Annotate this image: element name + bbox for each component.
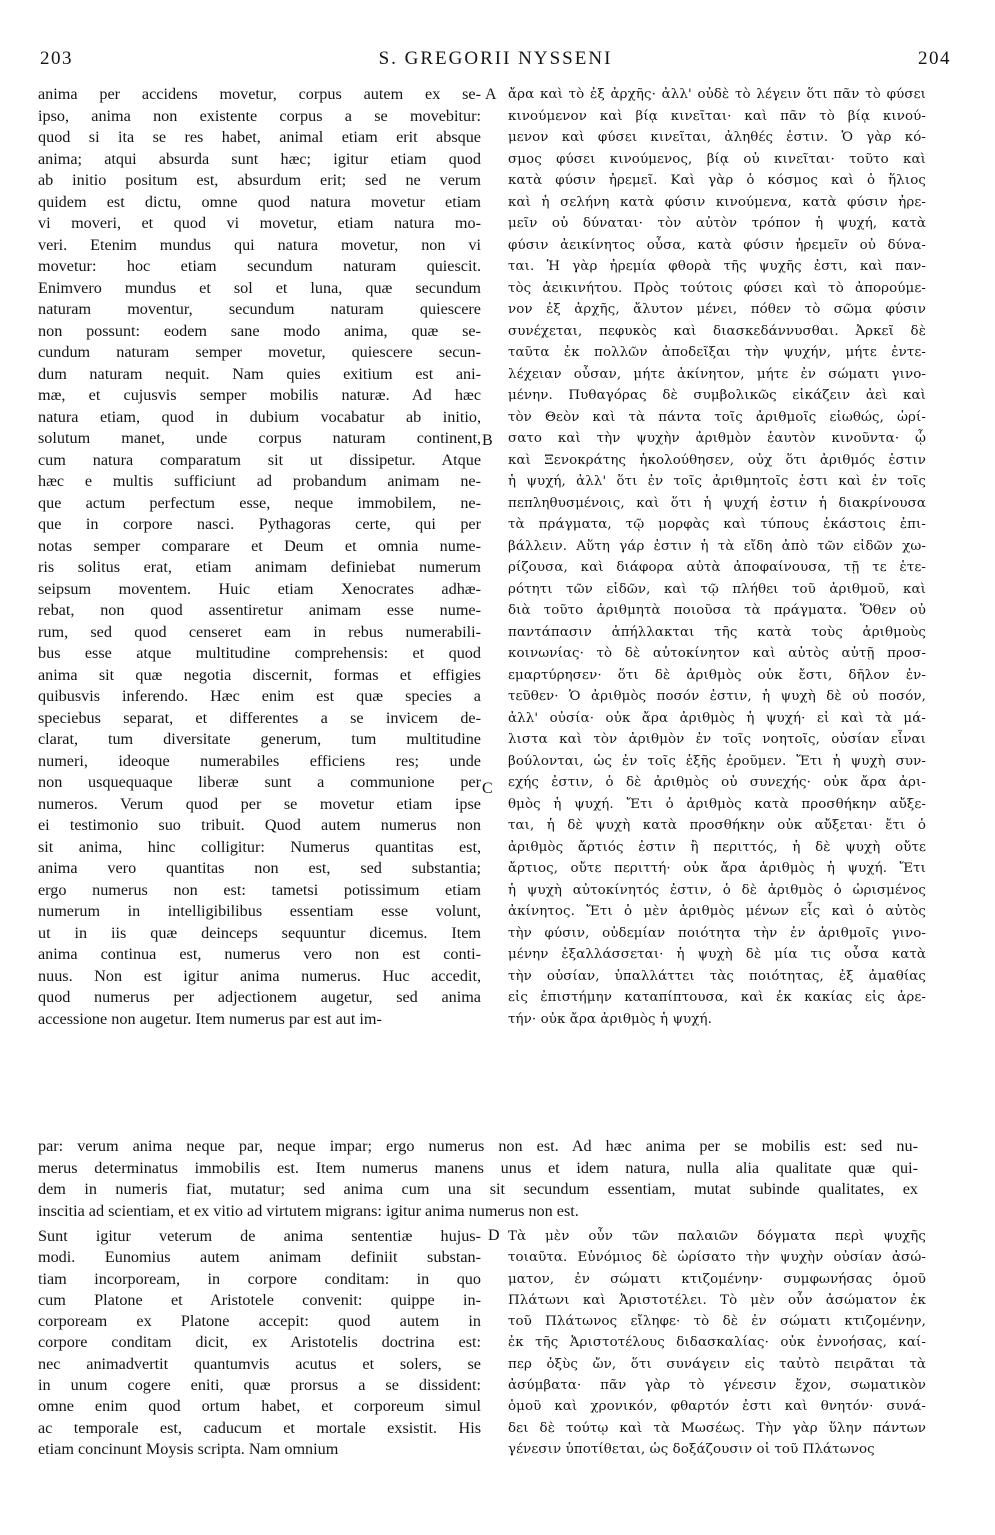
- text-line: ac temporale est, caducum et mortale exsistit. His: [38, 1418, 481, 1437]
- text-line: notas semper comparare et Deum et omnia nume-: [38, 536, 481, 555]
- text-line: rebat, non quod assentiretur animam esse nume-: [38, 601, 481, 619]
- text-line: ἡ ψυχή, ἀλλ' ὅτι ἐν τοῖς ἀριθμητοῖς ἐστι καὶ ἐν τοῖς: [508, 474, 926, 489]
- text-line: corpore conditam dicit, ex Aristotelis doctrina est:: [38, 1333, 481, 1352]
- text-line: φύσιν ἀεικίνητος οὖσα, κατὰ φύσιν ἠρεμεῖν οὐ δύνα-: [508, 237, 926, 253]
- text-line: ἄρτιος, οὔτε περιττή· οὐκ ἄρα ἀριθμὸς ἡ ψυχή. Ἔτι: [508, 861, 926, 876]
- text-line: γένεσιν ὑποτίθεται, ὡς δοξάζουσιν οἱ τοῦ Πλάτωνος: [508, 1441, 875, 1457]
- text-line: ματον, ἐν σώματι κτιζομένην· συμφωνήσας ὁμοῦ: [508, 1271, 926, 1287]
- text-line: Sunt igitur veterum de anima sententiæ hujus-: [38, 1227, 481, 1245]
- text-line: vi moveri, et quod vi movetur, etiam natura mo-: [38, 214, 481, 232]
- text-line: τὴν οὐσίαν, ὑπαλλάττει τὰς ποιότητας, ἐξ ἀμαθίας: [508, 968, 926, 984]
- text-line: πεπληθυσμένοις, καὶ ὅτι ἡ ψυχή ἐστιν ἡ διακρίνουσα: [508, 495, 926, 511]
- margin-marker-b: B: [482, 432, 493, 449]
- text-line: hæc e multis sufficiunt ad probandum animam ne-: [38, 472, 481, 490]
- text-line: συνέχεται, πεφυκὸς καὶ διασκεδάννυσθαι. Ἀρκεῖ δὲ: [508, 323, 926, 339]
- text-line: corpoream ex Platone accepit: quod autem in: [38, 1312, 481, 1331]
- text-line: μενον καὶ φύσει κινεῖται, ἀληθές ἐστιν. Ὁ γὰρ κό-: [508, 130, 926, 145]
- text-line: καὶ Ξενοκράτης ἠκολούθησεν, οὐχ ὅτι ἀριθμός ἐστιν: [508, 452, 926, 468]
- text-line: non usquequaque liberæ sunt a communione per: [38, 773, 481, 791]
- text-line: εἰς ἐπιστήμην καταπίπτουσα, καὶ ἐκ κακίας εἰς ἀρε-: [508, 990, 926, 1005]
- greek-column-top: [508, 84, 926, 1030]
- text-line: μένην ἐξαλλάσσεται· ἡ ψυχὴ δὲ μία τις οὖσα κατὰ: [508, 947, 926, 962]
- text-line: διὰ τοῦτο ἀριθμητὰ ποιοῦσα τὰ πράγματα. Ὅθεν οὐ: [508, 603, 926, 618]
- text-line: εμαρτύρησεν· ὅτι δὲ ἀριθμὸς οὐκ ἔστι, δῆλον ἐν-: [508, 667, 926, 683]
- text-line: anima vero quantitas non est, sed substantia;: [38, 859, 481, 877]
- text-line: numeri, ideoque numerabiles efficiens res; unde: [38, 751, 481, 770]
- text-line: ἄρα καὶ τὸ ἐξ ἀρχῆς· ἀλλ' οὐδὲ τὸ λέγειν ὅτι πᾶν τὸ φύσει: [508, 87, 926, 102]
- text-line: ται. Ἡ γὰρ ἠρεμία φθορὰ τῆς ψυχῆς ἐστι, καὶ παν-: [508, 259, 926, 274]
- text-line: accessione non augetur. Item numerus par est aut im-: [38, 1009, 382, 1028]
- text-line: cum natura comparatum sit ut dissipetur. Atque: [38, 450, 481, 469]
- text-line: ται, ἡ δὲ ψυχὴ κατὰ προσθήκην οὐκ αὔξεται· ἔτι ὁ: [508, 818, 926, 833]
- text-line: nuus. Non est igitur anima numerus. Huc accedit,: [38, 966, 481, 985]
- text-line: τοῦ Πλάτωνος εἴληφε· τὸ δὲ ἐν σώματι κτιζομένην,: [508, 1314, 926, 1330]
- margin-marker-d: D: [488, 1227, 500, 1244]
- text-line: mæ, et cujusvis semper mobilis naturæ. Ad hæc: [38, 386, 481, 404]
- text-line: numerum in intelligibilibus essentiam esse volunt,: [38, 902, 481, 920]
- text-line: λιστα καὶ τὸν ἀριθμὸν ἐν τοῖς νοητοῖς, οὐσίαν εἶναι: [508, 732, 926, 747]
- text-line: que actum perfectum esse, neque immobilem, ne-: [38, 493, 481, 512]
- text-line: solutum manet, unde corpus naturam continent,: [38, 429, 481, 447]
- text-line: quod numerus per adjectionem augetur, sed anima: [38, 988, 481, 1006]
- text-line: quidem est dictu, omne quod natura movetur etiam: [38, 192, 481, 211]
- text-line: Enimvero mundus et sol et luna, quæ secundum: [38, 278, 481, 297]
- text-line: σμος φύσει κινούμενος, βίᾳ οὐ κινεῖται· τοῦτο καὶ: [508, 151, 926, 167]
- text-line: nec animadvertit quantumvis acutus et solers, se: [38, 1354, 481, 1373]
- text-line: τὸν Θεὸν καὶ τὰ πάντα τοῖς ἀριθμοῖς εἰωθώς, ὡρί-: [508, 409, 926, 425]
- latin-column-top: [38, 84, 481, 1030]
- text-line: par: verum anima neque par, neque impar; ergo numerus non est. Ad hæc anima per se mobilis est: sed nu-: [38, 1137, 918, 1155]
- text-line: movetur: hoc etiam secundum naturam quiescit.: [38, 257, 481, 275]
- page-number-left: 203: [40, 48, 73, 69]
- text-line: non possunt: eodem sane modo anima, quæ se-: [38, 321, 481, 340]
- margin-marker-a: A: [485, 86, 497, 103]
- margin-marker-c: C: [482, 780, 493, 797]
- text-line: seipsum moventem. Huic etiam Xenocrates adhæ-: [38, 579, 481, 598]
- running-header: [40, 48, 951, 72]
- text-line: in unum cogere eniti, quæ prorsus a se dissident:: [38, 1376, 481, 1395]
- text-line: ὁμοῦ καὶ χρονικόν, φθαρτόν ἐστι καὶ θνητόν· συνά-: [508, 1399, 926, 1415]
- text-line: τοιαῦτα. Εὐνόμιος δὲ ὡρίσατο τὴν ψυχὴν οὐσίαν ἀσώ-: [508, 1250, 926, 1266]
- text-line: rum, sed quod censeret eam in rebus numerabili-: [38, 622, 481, 641]
- text-line: περ ὀξὺς ὤν, ὅτι συνάγειν εἰς ταὐτὸ πειρᾶται τὰ: [508, 1356, 926, 1372]
- text-line: merus determinatus immobilis est. Item numerus manens unus et idem natura, nulla alia qualitate quæ qui-: [38, 1158, 918, 1177]
- text-line: dem in numeris fiat, mutatur; sed anima cum una sit secundum essentiam, mutat subinde qualitates, ex: [38, 1180, 918, 1199]
- text-line: natura etiam, quod in dubium vocabatur ab initio,: [38, 407, 481, 426]
- text-line: Τὰ μὲν οὖν τῶν παλαιῶν δόγματα περὶ ψυχῆς: [508, 1229, 926, 1244]
- text-line: παντάπασιν ἀπήλλακται τῆς κατὰ τοὺς ἀριθμοὺς: [508, 624, 926, 640]
- text-line: modi. Eunomius autem animam definiit substan-: [38, 1248, 481, 1267]
- text-line: κινούμενον καὶ βίᾳ κινεῖται· καὶ πᾶν τὸ βίᾳ κινού-: [508, 108, 926, 124]
- text-line: νον ἐξ ἀρχῆς, ἄλυτον μένει, πόθεν τὸ σῶμα φύσιν: [508, 302, 926, 317]
- text-line: ἡ ψυχὴ αὐτοκίνητός ἐστιν, ὁ δὲ ἀριθμὸς ὁ ὡρισμένος: [508, 882, 926, 898]
- text-line: λέχειαν οὖσαν, μήτε ἀκίνητον, μήτε ἐν σώματι γινο-: [508, 366, 926, 382]
- text-line: τὸς ἀεικινήτου. Πρὸς τούτοις φύσει καὶ τὸ ἀπορούμε-: [508, 280, 926, 296]
- text-line: cum Platone et Aristotele convenit: quippe in-: [38, 1290, 481, 1309]
- text-line: cundum naturam semper movetur, quiescere secun-: [38, 343, 481, 361]
- text-line: τὴν φύσιν, οὐδεμίαν ποιότητα τὴν ἐν ἀριθμοῖς γινο-: [508, 925, 926, 941]
- text-line: dum naturam nequit. Nam quies exitium est ani-: [38, 364, 481, 383]
- text-line: ergo numerus non est: tametsi potissimum etiam: [38, 880, 481, 899]
- latin-full-width-paragraph: [38, 1136, 918, 1222]
- text-line: ei testimonio suo tribuit. Quod autem numerus non: [38, 816, 481, 834]
- running-title: S. GREGORII NYSSENI: [378, 48, 613, 69]
- text-line: Πλάτωνι καὶ Ἀριστοτέλει. Τὸ μὲν οὖν ἀσώματον ἐκ: [508, 1292, 926, 1308]
- greek-column-bottom: [508, 1226, 926, 1460]
- text-line: ἀσύμβατα· πᾶν γὰρ τὸ γένεσιν ἔχον, σωματικὸν: [508, 1378, 926, 1394]
- text-line: bus esse atque multitudine comprehensis: et quod: [38, 644, 481, 662]
- text-line: anima continua est, numerus vero non est conti-: [38, 945, 481, 963]
- text-line: μένην. Πυθαγόρας δὲ συμβολικῶς εἰκάζειν ἀεὶ καὶ: [508, 388, 926, 403]
- text-line: ut in iis quæ deinceps sequuntur dicemus. Item: [38, 923, 481, 942]
- text-line: σατο καὶ τὴν ψυχὴν ἀριθμὸν ἑαυτὸν κινοῦντα· ᾧ: [508, 431, 926, 446]
- text-line: ρίζουσα, καὶ διάφορα αὐτὰ ἀποφαίνουσα, τῇ τε ἑτε-: [508, 560, 926, 575]
- text-line: numeros. Verum quod per se movetur etiam ipse: [38, 794, 481, 813]
- text-line: sit anima, hinc colligitur: Numerus quantitas est,: [38, 837, 481, 856]
- text-line: κατὰ φύσιν ἠρεμεῖ. Καὶ γὰρ ὁ κόσμος καὶ ὁ ἥλιος: [508, 173, 926, 188]
- text-line: δει δὲ τούτῳ καὶ τὰ Μωσέως. Τὴν γὰρ ὕλην πάντων: [508, 1420, 926, 1436]
- text-line: etiam concinunt Moysis scripta. Nam omnium: [38, 1439, 339, 1458]
- text-line: καὶ ἡ σελήνη κατὰ φύσιν κινούμενα, κατὰ φύσιν ἠρε-: [508, 194, 926, 210]
- text-line: ris solitus erat, etiam animam definiebat numerum: [38, 558, 481, 576]
- text-line: εχής ἐστιν, ὁ δὲ ἀριθμὸς οὐ συνεχής· οὐκ ἄρα ἀρι-: [508, 775, 926, 790]
- text-line: ρότητι τῶν εἰδῶν, καὶ τῷ πλήθει τοῦ ἀριθμοῦ, καὶ: [508, 581, 926, 597]
- text-line: veri. Etenim mundus qui natura movetur, non vi: [38, 235, 481, 254]
- text-line: ab initio positum est, absurdum erit; sed ne verum: [38, 171, 481, 189]
- text-line: τὰ πράγματα, τῷ μορφὰς καὶ τύπους ἑκάστοις ἐπι-: [508, 517, 926, 532]
- text-line: τήν· οὐκ ἄρα ἀριθμὸς ἡ ψυχή.: [508, 1011, 712, 1027]
- text-line: anima; atqui absurda sunt hæc; igitur etiam quod: [38, 149, 481, 168]
- text-line: clarat, tum diversitate generum, tum multitudine: [38, 730, 481, 748]
- text-line: ἀλλ' οὐσία· οὐκ ἄρα ἀριθμὸς ἡ ψυχή· εἰ καὶ τὰ μά-: [508, 710, 926, 726]
- text-line: ipso, anima non existente corpus a se movebitur:: [38, 106, 481, 125]
- text-line: βούλονται, ὡς ἐν τοῖς ἑξῆς ἐροῦμεν. Ἔτι ἡ ψυχὴ συν-: [508, 753, 926, 769]
- text-line: naturam moventur, secundum naturam quiescere: [38, 300, 481, 318]
- text-line: anima per accidens movetur, corpus autem ex se-: [38, 85, 481, 103]
- page-number-right: 204: [918, 48, 951, 69]
- text-line: inscitia ad scientiam, et ex vitio ad virtutem migrans: igitur anima numerus non est.: [38, 1201, 579, 1220]
- text-line: tiam incorpoream, in corpore conditam: in quo: [38, 1269, 481, 1288]
- text-line: anima sit quæ negotia discernit, formas et effigies: [38, 665, 481, 684]
- text-line: omne enim quod ortum habet, et corporeum simul: [38, 1397, 481, 1416]
- text-line: θμὸς ἡ ψυχή. Ἔτι ὁ ἀριθμὸς κατὰ προσθήκην αὔξε-: [508, 796, 926, 812]
- text-line: βάλλειν. Αὕτη γάρ ἐστιν ἡ τὰ εἴδη ἀπὸ τῶν εἰδῶν χω-: [508, 538, 926, 554]
- text-line: ἀκίνητος. Ἔτι ὁ μὲν ἀριθμὸς μένων εἷς καὶ ὁ αὐτὸς: [508, 904, 926, 919]
- text-line: ταῦτα ἐκ πολλῶν ἀποδεῖξαι τὴν ψυχήν, μήτε ἐντε-: [508, 345, 926, 360]
- text-line: κοινωνίας· τὸ δὲ αὐτοκίνητον καὶ αὐτὸς αὐτῇ προσ-: [508, 646, 926, 661]
- text-line: ἐκ τῆς Ἀριστοτέλους διδασκαλίας· οὐκ ἐννοήσας, καί-: [508, 1335, 926, 1351]
- text-line: quibusvis inferendo. Hæc enim est quæ species a: [38, 687, 481, 705]
- text-line: que in corpore nasci. Pythagoras certe, qui per: [38, 515, 481, 533]
- text-line: ἀριθμὸς ἄρτιός ἐστιν ἢ περιττός, ἡ δὲ ψυχὴ οὔτε: [508, 839, 926, 855]
- text-line: quod si ita se res habet, animal etiam erit absque: [38, 128, 481, 146]
- latin-column-bottom: [38, 1226, 481, 1460]
- text-line: speciebus separat, et differentes a se invicem de-: [38, 708, 481, 727]
- text-line: τεῦθεν· Ὁ ἀριθμὸς ποσόν ἐστιν, ἡ ψυχὴ δὲ οὐ ποσόν,: [508, 689, 926, 704]
- text-line: μεῖν οὐ δύναται· τὸν αὐτὸν τρόπον ἡ ψυχή, κατὰ: [508, 216, 926, 231]
